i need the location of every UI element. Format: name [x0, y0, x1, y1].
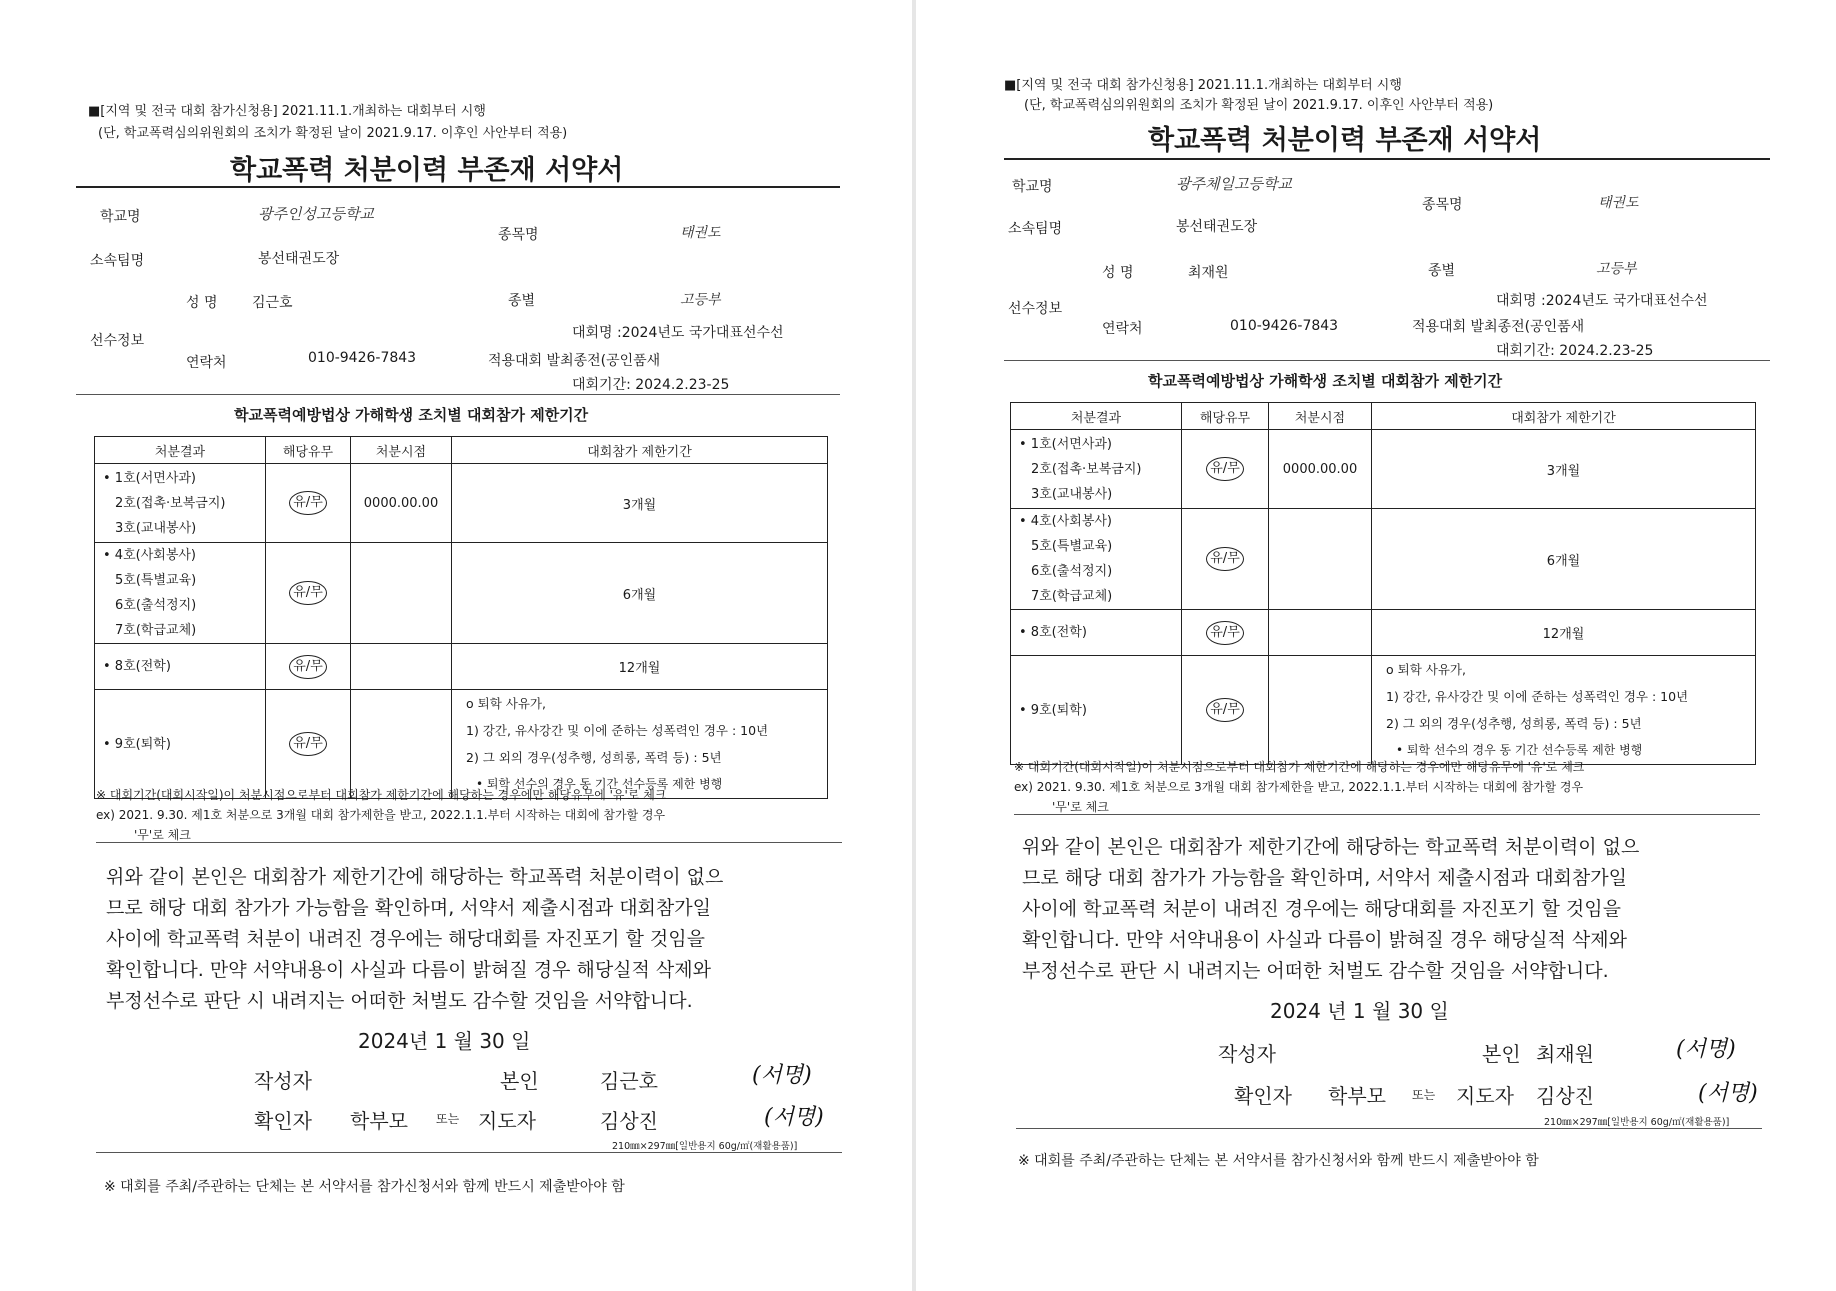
period-cell: 6개월	[452, 543, 828, 644]
pledge-line: 확인합니다. 만약 서약내용이 사실과 다름이 밝혀질 경우 해당실적 삭제와	[106, 959, 711, 981]
col-header-date: 처분시점	[351, 437, 452, 464]
or-label: 또는	[1412, 1088, 1436, 1102]
applicable-cell	[266, 543, 351, 644]
signature-mark: (서명)	[1698, 1081, 1758, 1106]
period-line: 1) 강간, 유사강간 및 이에 준하는 성폭력인 경우 : 10년	[466, 723, 769, 738]
result-cell	[1011, 509, 1182, 610]
self-name: 최재원	[1536, 1042, 1594, 1066]
col-header-applicable: 해당유무	[1182, 403, 1269, 430]
result-item: 6호(출석정지)	[115, 598, 197, 613]
coach-name: 김상진	[1536, 1084, 1594, 1108]
applicable-cell	[266, 464, 351, 543]
col-header-period: 대회참가 제한기간	[452, 437, 828, 464]
footer-note: ※ 대회를 주최/주관하는 단체는 본 서약서를 참가신청서와 함께 반드시 제출받아야 함	[104, 1179, 625, 1195]
guardian-label: 학부모	[350, 1109, 408, 1133]
applicable-cell	[1182, 656, 1269, 765]
applicable-cell	[1182, 509, 1269, 610]
school-value: 광주인성고등학교	[258, 205, 374, 223]
pledge-line: 사이에 학교폭력 처분이 내려진 경우에는 해당대회를 자진포기 할 것임을	[1022, 898, 1621, 920]
applicable-cell	[1182, 430, 1269, 509]
result-item: • 8호(전학)	[103, 659, 171, 674]
footer-note: ※ 대회를 주최/주관하는 단체는 본 서약서를 참가신청서와 함께 반드시 제출받아야 함	[1018, 1153, 1539, 1169]
result-item: • 8호(전학)	[1019, 625, 1087, 640]
check-mark: 유/무	[289, 581, 327, 605]
result-item: 6호(출석정지)	[1031, 564, 1113, 579]
note-line-1: ※ 대회기간(대회시작일)이 처분시점으로부터 대회참가 제한기간에 해당하는 경우에만 해당유무에 '유'로 체크	[96, 788, 667, 802]
date-cell	[1269, 509, 1372, 610]
pledge-text	[1022, 832, 1802, 987]
applicable-cell	[1182, 610, 1269, 656]
result-item: • 4호(사회봉사)	[1019, 514, 1113, 529]
author-label: 작성자	[254, 1069, 312, 1093]
pledge-line: 확인합니다. 만약 서약내용이 사실과 다름이 밝혀질 경우 해당실적 삭제와	[1022, 929, 1627, 951]
table-row	[1011, 610, 1756, 656]
table-caption: 학교폭력예방법상 가해학생 조치별 대회참가 제한기간	[1148, 372, 1503, 390]
division-label: 종별	[508, 293, 536, 309]
school-value: 광주체일고등학교	[1176, 175, 1292, 193]
or-label: 또는	[436, 1112, 460, 1126]
col-header-applicable: 해당유무	[266, 437, 351, 464]
table-row	[95, 690, 828, 799]
note-line-3: '무'로 체크	[134, 828, 191, 842]
name-label: 성 명	[186, 295, 218, 311]
result-item: • 1호(서면사과)	[103, 470, 197, 486]
period-cell: 3개월	[452, 464, 828, 543]
coach-name: 김상진	[600, 1109, 658, 1133]
date-cell	[1269, 610, 1372, 656]
event-value: 태권도	[680, 225, 721, 241]
period-line: • 퇴학 선수의 경우 동 기간 선수등록 제한 병행	[476, 777, 723, 791]
contact-value: 010-9426-7843	[1230, 318, 1339, 334]
header-line-2: (단, 학교폭력심의위원회의 조치가 확정된 날이 2021.9.17. 이후인 사안부터 적용)	[98, 126, 568, 141]
confirmer-label: 확인자	[1234, 1084, 1292, 1108]
event-label: 종목명	[1422, 197, 1463, 213]
result-item: 5호(특별교육)	[1031, 539, 1113, 554]
contact-label: 연락처	[1102, 321, 1143, 337]
result-cell	[1011, 430, 1182, 509]
check-mark: 유/무	[1206, 698, 1244, 722]
name-value: 김근호	[252, 295, 293, 311]
pledge-text	[106, 862, 866, 1017]
check-mark: 유/무	[289, 732, 327, 756]
check-mark: 유/무	[289, 491, 327, 515]
period-line: o 퇴학 사유가,	[466, 696, 546, 711]
result-cell	[95, 690, 266, 799]
guardian-label: 학부모	[1328, 1084, 1386, 1108]
table-header-row	[95, 437, 828, 464]
applicable-cell	[266, 644, 351, 690]
check-mark: 유/무	[1206, 547, 1244, 571]
contact-label: 연락처	[186, 355, 227, 371]
note-line-3: '무'로 체크	[1052, 800, 1109, 814]
signature-mark: (서명)	[1676, 1037, 1736, 1062]
pledge-line: 위와 같이 본인은 대회참가 제한기간에 해당하는 학교폭력 처분이력이 없으	[106, 866, 724, 888]
note-line-2: ex) 2021. 9.30. 제1호 처분으로 3개월 대회 참가제한을 받고, 2022.1.1.부터 시작하는 대회에 참가할 경우	[96, 808, 666, 822]
table-header-row	[1011, 403, 1756, 430]
athlete-info-label: 선수정보	[90, 333, 145, 349]
team-label: 소속팀명	[90, 253, 145, 269]
period-cell	[1372, 656, 1756, 765]
result-item: • 9호(퇴학)	[1019, 702, 1087, 718]
result-cell	[95, 644, 266, 690]
table-caption: 학교폭력예방법상 가해학생 조치별 대회참가 제한기간	[234, 406, 589, 424]
tournament-name: 대회명 :2024년도 국가대표선수선	[572, 325, 784, 341]
author-label: 작성자	[1218, 1042, 1276, 1066]
pledge-line: 므로 해당 대회 참가가 가능함을 확인하며, 서약서 제출시점과 대회참가일	[106, 897, 711, 919]
result-cell	[1011, 656, 1182, 765]
team-value: 봉선태권도장	[258, 251, 340, 267]
coach-label: 지도자	[478, 1109, 536, 1133]
table-row	[95, 543, 828, 644]
coach-label: 지도자	[1456, 1084, 1514, 1108]
applicable-tournament: 적용대회 발최종전(공인품새	[488, 353, 661, 369]
restriction-table	[94, 436, 828, 799]
name-label: 성 명	[1102, 265, 1134, 281]
result-item: 2호(접촉·보복금지)	[1031, 461, 1142, 477]
note-line-2: ex) 2021. 9.30. 제1호 처분으로 3개월 대회 참가제한을 받고, 2022.1.1.부터 시작하는 대회에 참가할 경우	[1014, 780, 1584, 794]
col-header-date: 처분시점	[1269, 403, 1372, 430]
signature-mark: (서명)	[752, 1063, 812, 1088]
date-cell: 0000.00.00	[351, 464, 452, 543]
team-value: 봉선태권도장	[1176, 219, 1258, 235]
result-item: 7호(학급교체)	[115, 623, 197, 638]
result-cell	[95, 543, 266, 644]
date-line: 2024년 1 월 30 일	[358, 1029, 531, 1053]
result-cell	[95, 464, 266, 543]
tournament-name: 대회명 :2024년도 국가대표선수선	[1496, 293, 1708, 309]
table-row	[1011, 509, 1756, 610]
date-line: 2024 년 1 월 30 일	[1270, 999, 1449, 1023]
date-cell: 0000.00.00	[1269, 430, 1372, 509]
date-cell	[351, 543, 452, 644]
self-label: 본인	[500, 1069, 539, 1093]
period-line: 1) 강간, 유사강간 및 이에 준하는 성폭력인 경우 : 10년	[1386, 689, 1689, 704]
pledge-line: 사이에 학교폭력 처분이 내려진 경우에는 해당대회를 자진포기 할 것임을	[106, 928, 705, 950]
school-label: 학교명	[100, 209, 141, 225]
applicable-tournament: 적용대회 발최종전(공인품새	[1412, 319, 1585, 335]
contact-value: 010-9426-7843	[308, 350, 417, 366]
pledge-line: 위와 같이 본인은 대회참가 제한기간에 해당하는 학교폭력 처분이력이 없으	[1022, 836, 1640, 858]
restriction-table	[1010, 402, 1756, 765]
header-line-1: ■[지역 및 전국 대회 참가신청용] 2021.11.1.개최하는 대회부터 시행	[1004, 78, 1402, 93]
col-header-period: 대회참가 제한기간	[1372, 403, 1756, 430]
tournament-period: 대회기간: 2024.2.23-25	[572, 377, 730, 393]
team-label: 소속팀명	[1008, 221, 1063, 237]
school-label: 학교명	[1012, 179, 1053, 195]
athlete-info-label: 선수정보	[1008, 301, 1063, 317]
result-item: 3호(교내봉사)	[1031, 486, 1113, 502]
date-cell	[351, 644, 452, 690]
applicable-cell	[266, 690, 351, 799]
self-label: 본인	[1482, 1042, 1521, 1066]
period-cell: 12개월	[1372, 610, 1756, 656]
pledge-line: 부정선수로 판단 시 내려지는 어떠한 처벌도 감수할 것임을 서약합니다.	[106, 990, 693, 1012]
result-item: 5호(특별교육)	[115, 573, 197, 588]
table-row	[95, 464, 828, 543]
tournament-period: 대회기간: 2024.2.23-25	[1496, 343, 1654, 359]
period-line: o 퇴학 사유가,	[1386, 662, 1466, 677]
result-item: • 1호(서면사과)	[1019, 436, 1113, 452]
period-cell: 6개월	[1372, 509, 1756, 610]
division-label: 종별	[1428, 263, 1456, 279]
period-cell: 12개월	[452, 644, 828, 690]
period-cell: 3개월	[1372, 430, 1756, 509]
result-item: • 4호(사회봉사)	[103, 548, 197, 563]
self-name: 김근호	[600, 1069, 658, 1093]
pledge-form-right	[916, 0, 1836, 1291]
period-line: 2) 그 외의 경우(성추행, 성희롱, 폭력 등) : 5년	[466, 750, 722, 765]
pledge-form-left	[0, 0, 912, 1291]
result-item: • 9호(퇴학)	[103, 736, 171, 752]
check-mark: 유/무	[1206, 621, 1244, 645]
col-header-result: 처분결과	[1011, 403, 1182, 430]
event-value: 태권도	[1598, 195, 1639, 211]
paper-spec: 210㎜×297㎜[일반용지 60g/㎡(재활용품)]	[612, 1141, 798, 1152]
name-value: 최재원	[1188, 265, 1229, 281]
table-row	[1011, 656, 1756, 765]
form-title: 학교폭력 처분이력 부존재 서약서	[230, 155, 624, 186]
result-item: 2호(접촉·보복금지)	[115, 495, 226, 511]
check-mark: 유/무	[1206, 457, 1244, 481]
header-line-2: (단, 학교폭력심의위원회의 조치가 확정된 날이 2021.9.17. 이후인 사안부터 적용)	[1024, 98, 1494, 113]
table-row	[95, 644, 828, 690]
division-value: 고등부	[1596, 261, 1637, 277]
result-item: 3호(교내봉사)	[115, 520, 197, 536]
note-line-1: ※ 대회기간(대회시작일)이 처분시점으로부터 대회참가 제한기간에 해당하는 경우에만 해당유무에 '유'로 체크	[1014, 760, 1585, 774]
result-item: 7호(학급교체)	[1031, 589, 1113, 604]
paper-spec: 210㎜×297㎜[일반용지 60g/㎡(재활용품)]	[1544, 1117, 1730, 1128]
period-line: • 퇴학 선수의 경우 동 기간 선수등록 제한 병행	[1396, 743, 1643, 757]
date-cell	[1269, 656, 1372, 765]
header-line-1: ■[지역 및 전국 대회 참가신청용] 2021.11.1.개최하는 대회부터 시행	[88, 104, 486, 119]
table-row	[1011, 430, 1756, 509]
date-cell	[351, 690, 452, 799]
form-title: 학교폭력 처분이력 부존재 서약서	[1148, 125, 1542, 156]
col-header-result: 처분결과	[95, 437, 266, 464]
signature-mark: (서명)	[764, 1105, 824, 1130]
check-mark: 유/무	[289, 655, 327, 679]
period-line: 2) 그 외의 경우(성추행, 성희롱, 폭력 등) : 5년	[1386, 716, 1642, 731]
confirmer-label: 확인자	[254, 1109, 312, 1133]
period-cell	[452, 690, 828, 799]
event-label: 종목명	[498, 227, 539, 243]
pledge-line: 부정선수로 판단 시 내려지는 어떠한 처벌도 감수할 것임을 서약합니다.	[1022, 960, 1609, 982]
result-cell	[1011, 610, 1182, 656]
pledge-line: 므로 해당 대회 참가가 가능함을 확인하며, 서약서 제출시점과 대회참가일	[1022, 867, 1627, 889]
division-value: 고등부	[680, 292, 721, 308]
